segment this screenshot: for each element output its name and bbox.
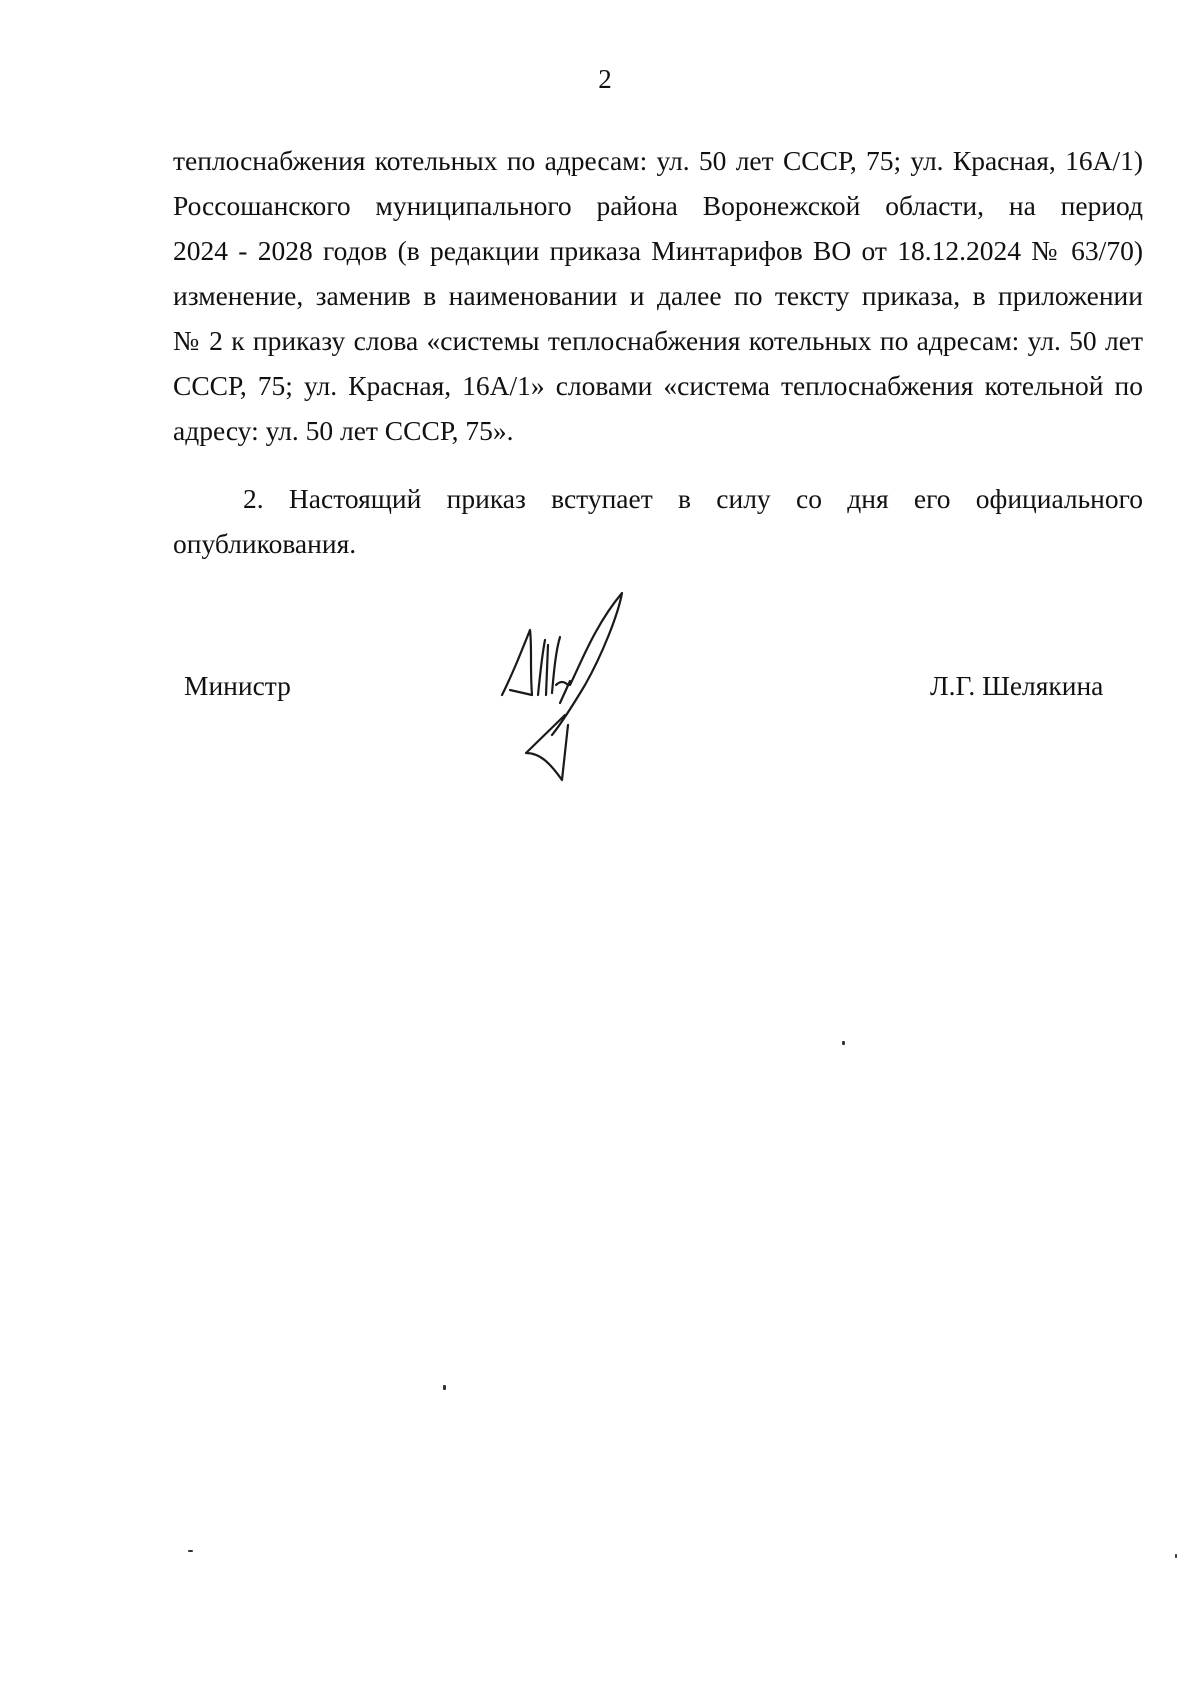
paragraph-1-line: № 2 к приказу слова «системы теплоснабжения котельных по адресам: ул. 50 лет [173,325,1143,356]
position-title: Министр [184,670,291,701]
scan-speck [443,1385,446,1390]
signer-name: Л.Г. Шелякина [930,670,1104,701]
page-number: 2 [598,64,612,94]
paragraph-1-line: адресу: ул. 50 лет СССР, 75». [173,415,514,446]
paragraph-1-line: 2024 - 2028 годов (в редакции приказа Минтарифов ВО от 18.12.2024 № 63/70) [173,235,1143,266]
paragraph-1 [173,138,1143,453]
paragraph-1-line: изменение, заменив в наименовании и далее по тексту приказа, в приложении [173,280,1143,311]
paragraph-2-line: 2. Настоящий приказ вступает в силу со дня его официального [243,483,1143,514]
scan-speck [188,1550,193,1552]
paragraph-2-line: опубликования. [173,528,357,559]
scan-speck [1175,1554,1177,1558]
paragraph-1-line: СССР, 75; ул. Красная, 16А/1» словами «система теплоснабжения котельной по [173,370,1143,401]
paragraph-1-line: теплоснабжения котельных по адресам: ул. 50 лет СССР, 75; ул. Красная, 16А/1) [173,145,1143,176]
paragraph-2 [173,476,1143,566]
scan-speck [842,1041,845,1045]
paragraph-1-line: Россошанского муниципального района Воронежской области, на период [173,190,1143,221]
handwritten-signature [490,585,630,785]
